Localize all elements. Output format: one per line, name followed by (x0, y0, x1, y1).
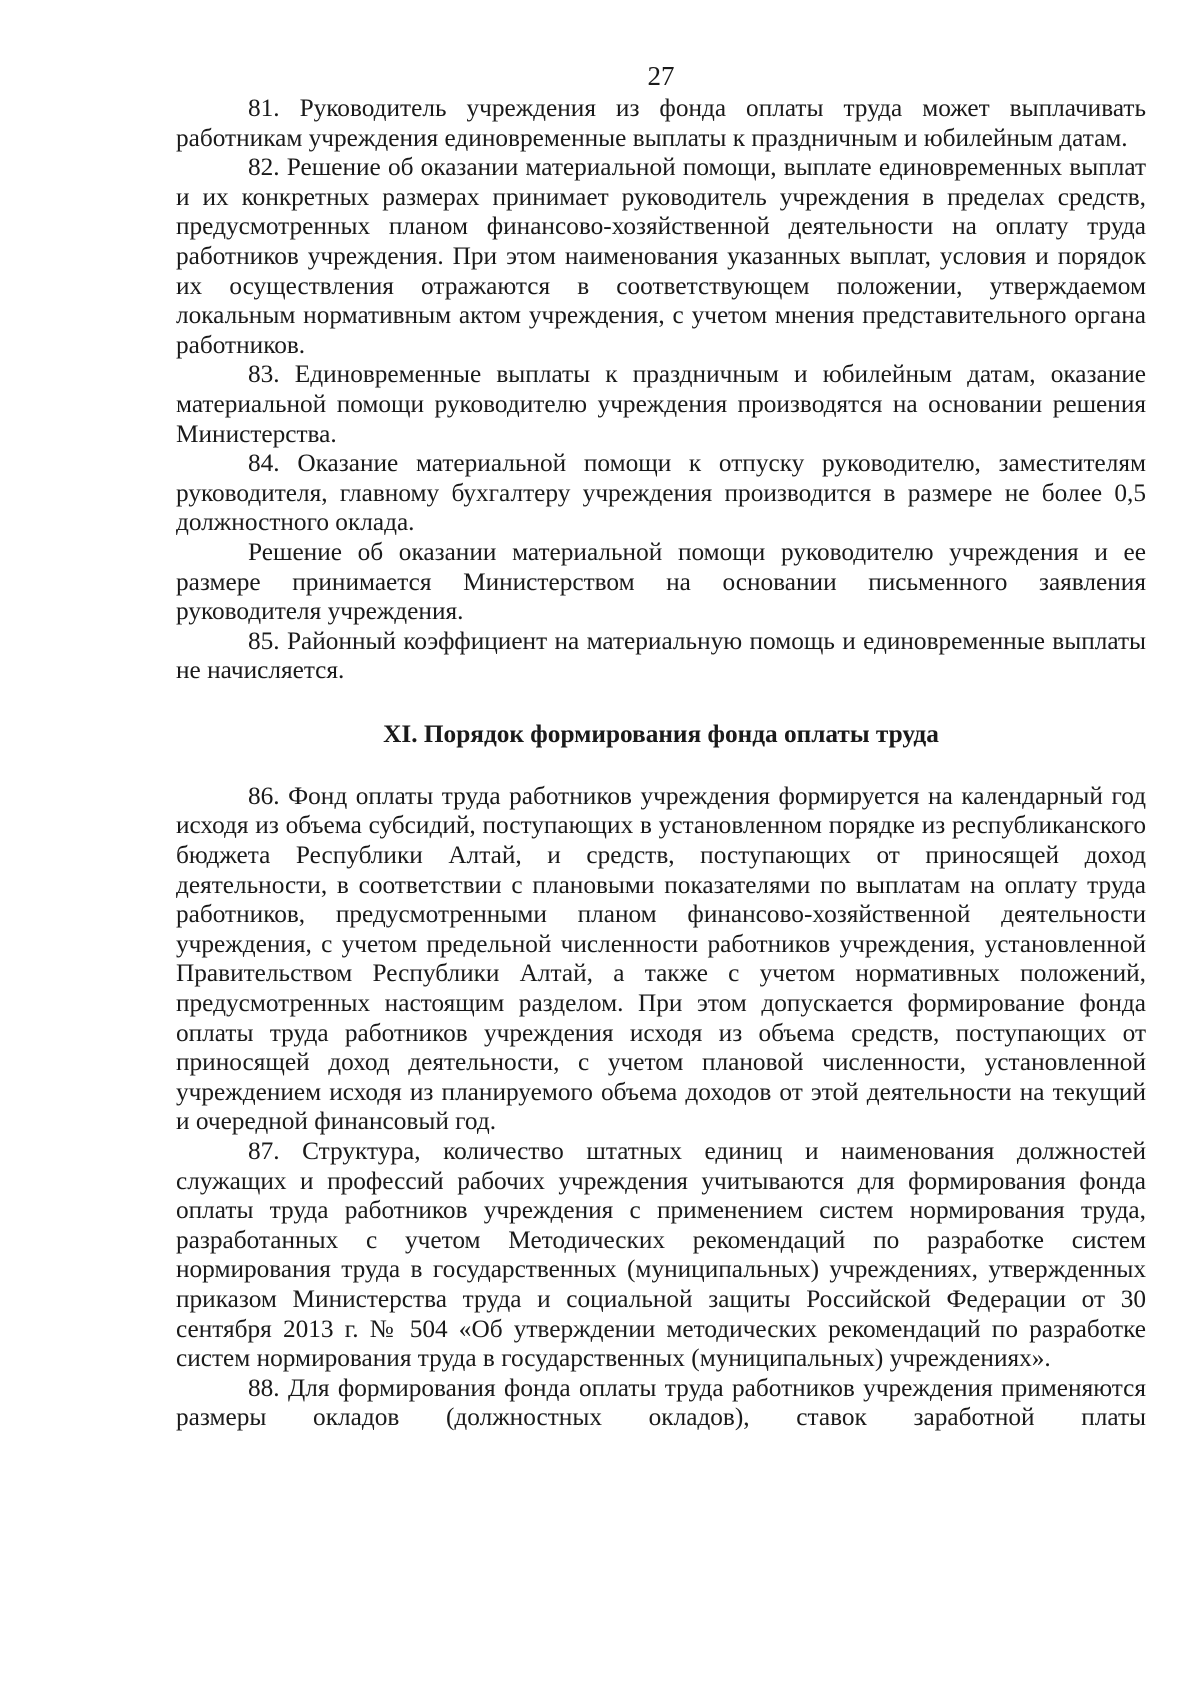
paragraph-82: 82. Решение об оказании материальной помощи, выплате единовременных выплат и их конкретных размерах принимает руководитель учреждения в пределах средств, предусмотренных планом финансово-хозяйственной деятельности на оплату труда работников учреждения. При этом наименования указанных выплат, условия и порядок их осуществления отражаются в соответствующем положении, утверждаемом локальным нормативным актом учреждения, с учетом мнения представительного органа работников. (176, 153, 1146, 359)
paragraph-81: 81. Руководитель учреждения из фонда оплаты труда может выплачивать работникам учреждения единовременные выплаты к праздничным и юбилейным датам. (176, 94, 1146, 152)
document-page (176, 58, 1146, 1433)
paragraph-83: 83. Единовременные выплаты к праздничным и юбилейным датам, оказание материальной помощи руководителю учреждения производятся на основании решения Министерства. (176, 360, 1146, 448)
paragraph-84: 84. Оказание материальной помощи к отпуску руководителю, заместителям руководителя, главному бухгалтеру учреждения производится в размере не более 0,5 должностного оклада. (176, 449, 1146, 537)
section-heading: XI. Порядок формирования фонда оплаты труда (383, 719, 939, 748)
paragraph-84-decision: Решение об оказании материальной помощи руководителю учреждения и ее размере принимается Министерством на основании письменного заявления руководителя учреждения. (176, 537, 1146, 626)
paragraph-88: 88. Для формирования фонда оплаты труда работников учреждения применяются размеры окладов (должностных окладов), ставок заработной платы (176, 1373, 1146, 1432)
paragraph-87: 87. Структура, количество штатных единиц и наименования должностей служащих и профессий рабочих учреждения учитываются для формирования фонда оплаты труда работников учреждения с применением систем нормирования труда, разработанных с учетом Методических рекомендаций по разработке систем нормирования труда в государственных (муниципальных) учреждениях, утвержденных приказом Министерства труда и социальной защиты Российской Федерации от 30 сентября 2013 г. № 504 «Об утверждении методических рекомендаций по разработке систем нормирования труда в государственных (муниципальных) учреждениях». (176, 1137, 1146, 1373)
page-number: 27 (647, 61, 675, 91)
paragraph-85: 85. Районный коэффициент на материальную помощь и единовременные выплаты не начисляется. (176, 626, 1146, 685)
paragraph-86: 86. Фонд оплаты труда работников учреждения формируется на календарный год исходя из объема субсидий, поступающих в установленном порядке из республиканского бюджета Республики Алтай, и средств, поступающих от приносящей доход деятельности, в соответствии с плановыми показателями по выплатам на оплату труда работников, предусмотренными планом финансово-хозяйственной деятельности учреждения, с учетом предельной численности работников учреждения, установленной Правительством Республики Алтай, а также с учетом нормативных положений, предусмотренных настоящим разделом. При этом допускается формирование фонда оплаты труда работников учреждения исходя из объема средств, поступающих от приносящей доход деятельности, с учетом плановой численности, установленной учреждением исходя из планируемого объема доходов от этой деятельности на текущий и очередной финансовый год. (176, 781, 1146, 1136)
